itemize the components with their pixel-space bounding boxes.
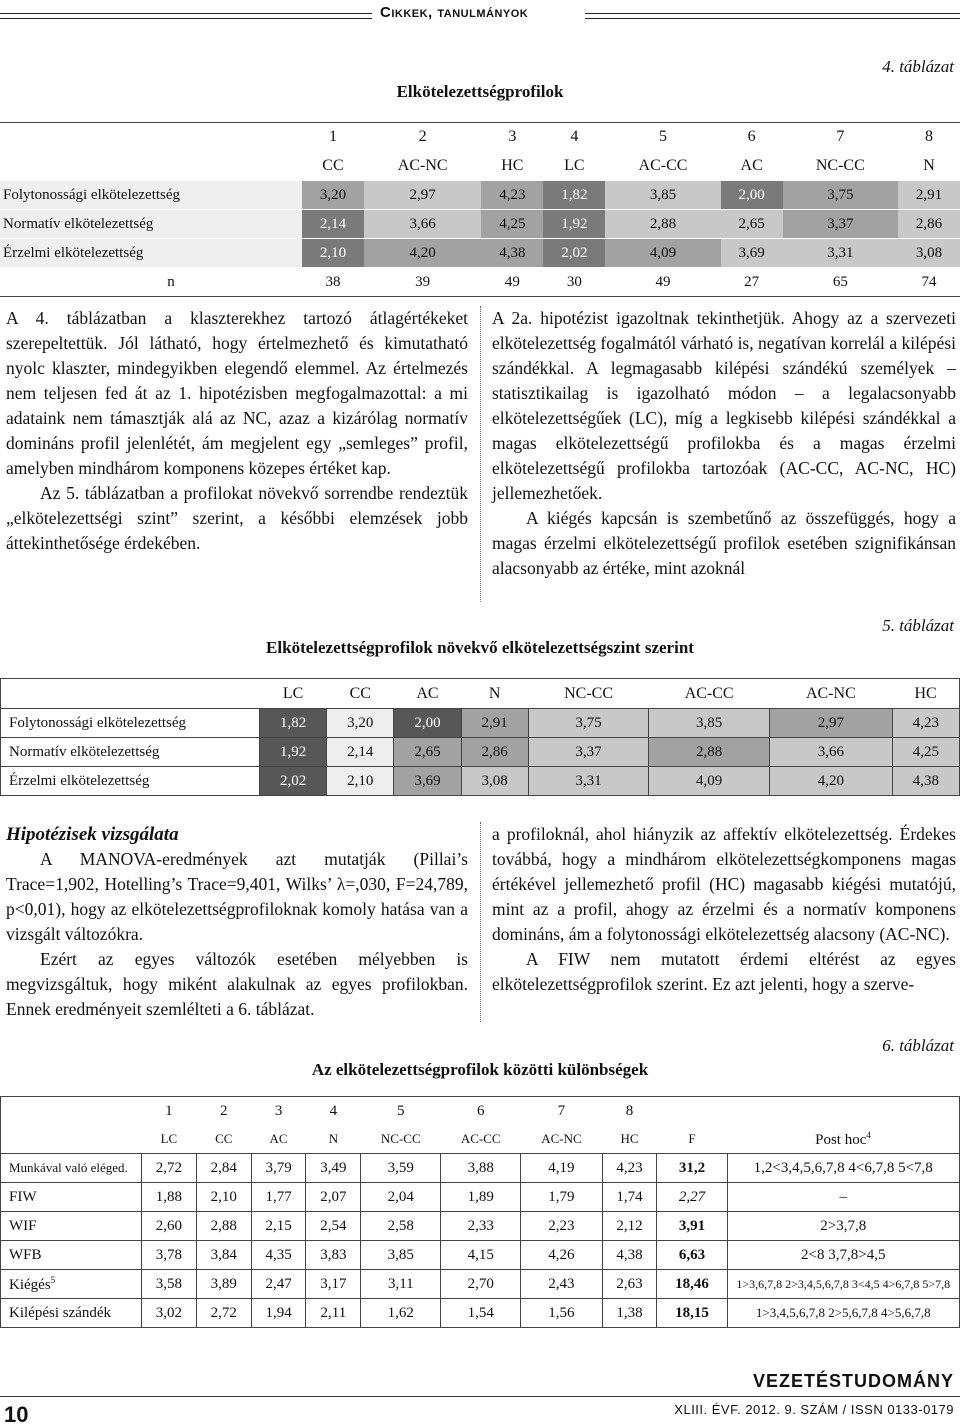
table4-cell: 2,65 xyxy=(721,210,783,239)
table4-n-cell: 65 xyxy=(783,268,898,297)
table5-cell: 3,69 xyxy=(394,767,461,796)
table4-cell: 2,88 xyxy=(605,210,720,239)
table4-n-cell: 38 xyxy=(302,268,364,297)
table5-cell: 3,66 xyxy=(769,738,892,767)
table6-row-label: FIW xyxy=(1,1183,142,1212)
table6-col-code: AC-NC xyxy=(521,1125,602,1154)
table6-cell: 3,17 xyxy=(306,1270,361,1299)
table6-cell: 4,38 xyxy=(602,1241,657,1270)
table4-cell: 3,37 xyxy=(783,210,898,239)
table5-cell: 4,09 xyxy=(649,767,770,796)
table6-cell: 3,02 xyxy=(142,1299,197,1328)
table4-col-number: 3 xyxy=(481,123,543,152)
table6-cell: 2,07 xyxy=(306,1183,361,1212)
column-separator xyxy=(480,822,481,1022)
table5-cell: 2,97 xyxy=(769,709,892,738)
table6-col-code: AC xyxy=(251,1125,306,1154)
table4-cell: 2,91 xyxy=(898,181,960,210)
table5-cell: 2,10 xyxy=(327,767,394,796)
table5 xyxy=(0,678,960,796)
table6-code-row xyxy=(1,1125,960,1154)
table6-row xyxy=(1,1270,960,1299)
table4-col-number: 6 xyxy=(721,123,783,152)
table4-n-cell: 30 xyxy=(543,268,605,297)
table6-cell: 4,26 xyxy=(521,1241,602,1270)
table6-posthoc: 1>3,6,7,8 2>3,4,5,6,7,8 3<4,5 4>6,7,8 5>7,8 xyxy=(727,1270,960,1299)
table6-f-value: 18,15 xyxy=(657,1299,727,1328)
running-head-rule-left xyxy=(0,13,372,19)
table4-col-number: 1 xyxy=(302,123,364,152)
table6-cell: 1,54 xyxy=(441,1299,521,1328)
table4-cell: 2,02 xyxy=(543,239,605,268)
table4-col-number: 2 xyxy=(364,123,481,152)
table6-posthoc: 2<8 3,7,8>4,5 xyxy=(727,1241,960,1270)
table6-row xyxy=(1,1212,960,1241)
table4-n-cell: 49 xyxy=(481,268,543,297)
column-separator xyxy=(480,306,481,602)
paragraph: A 4. táblázatban a klaszterekhez tartozó átlagértékeket szerepeltettük. Jól látható, hogy értelmezhető és kimutatható nyolc klaszter, mindegyikben elegendő elemmel. Az értelmezés nem teljesen fed át az 1. hipotézisben megfogalmazottal: a mi adataink nem támasztják alá az NC, azaz a kizárólag normatív domináns profil jelenlétét, ám megjelent egy „semleges” profil, amelyben mindhárom komponens közepes értéket kap. xyxy=(6,308,468,478)
table5-cell: 2,91 xyxy=(461,709,528,738)
table4-code-row xyxy=(0,152,960,181)
table5-row-label: Érzelmi elkötelezettség xyxy=(1,767,260,796)
table6-cell: 2,84 xyxy=(196,1154,251,1183)
table4-col-code: AC xyxy=(721,152,783,181)
table4-cell: 1,92 xyxy=(543,210,605,239)
table5-cell: 3,75 xyxy=(528,709,649,738)
table6-cell: 3,85 xyxy=(361,1241,441,1270)
table4-cell: 3,85 xyxy=(605,181,720,210)
table4-corner xyxy=(0,152,302,181)
table6-cell: 2,04 xyxy=(361,1183,441,1212)
table6-cell: 3,78 xyxy=(142,1241,197,1270)
table6-row xyxy=(1,1183,960,1212)
table6-corner xyxy=(1,1097,142,1126)
table4-col-code: NC-CC xyxy=(783,152,898,181)
table5-cell: 1,92 xyxy=(260,738,327,767)
table5-col-code: LC xyxy=(260,679,327,709)
table6-number-row xyxy=(1,1097,960,1126)
table5-cell: 2,65 xyxy=(394,738,461,767)
table5-cell: 3,37 xyxy=(528,738,649,767)
table4-cell: 4,20 xyxy=(364,239,481,268)
table6-cell: 1,74 xyxy=(602,1183,657,1212)
table5-title: Elkötelezettségprofilok növekvő elkötelezettségszint szerint xyxy=(266,638,694,657)
table6-cell: 3,58 xyxy=(142,1270,197,1299)
table4-cell: 4,23 xyxy=(481,181,543,210)
table4-cell: 2,86 xyxy=(898,210,960,239)
table6-cell: 1,79 xyxy=(521,1183,602,1212)
table6-posthoc: 1,2<3,4,5,6,7,8 4<6,7,8 5<7,8 xyxy=(727,1154,960,1183)
table5-cell: 1,82 xyxy=(260,709,327,738)
table4-row-label: Folytonossági elkötelezettség xyxy=(0,181,302,210)
running-head-rule-right xyxy=(585,13,960,19)
table5-row-label: Folytonossági elkötelezettség xyxy=(1,709,260,738)
table4-cell: 2,00 xyxy=(721,181,783,210)
paragraph: A kiégés kapcsán is szembetűnő az összefüggés, hogy a magas érzelmi elkötelezettségű profilok esetében szignifikánsan alacsonyabb az értéke, mint azoknál xyxy=(492,508,956,578)
table4-cell: 4,25 xyxy=(481,210,543,239)
table6-cell: 3,79 xyxy=(251,1154,306,1183)
table6-row-footnote: 5 xyxy=(50,1274,56,1285)
table5-header-row xyxy=(1,679,960,709)
paragraph: a profiloknál, ahol hiányzik az affektív elkötelezettség. Érdekes továbbá, hogy a mindhárom elkötelezettségkomponens magas értékével jellemezhető profil (HC) magasabb kiégési mutatójú, mint az a profil, ahogy az érzelmi és a normatív komponens domináns, ám a folytonossági elkötelezettség alacsony (AC-NC). xyxy=(492,824,956,944)
table6-cell: 4,35 xyxy=(251,1241,306,1270)
table4 xyxy=(0,122,960,297)
table5-cell: 3,20 xyxy=(327,709,394,738)
table6-cell: 4,23 xyxy=(602,1154,657,1183)
table5-row xyxy=(1,767,960,796)
table4-col-code: HC xyxy=(481,152,543,181)
table4-cell: 2,97 xyxy=(364,181,481,210)
table4-col-code: AC-NC xyxy=(364,152,481,181)
table6-posthoc-header-text: Post hoc xyxy=(815,1131,867,1148)
table4-col-code: AC-CC xyxy=(605,152,720,181)
table5-cell: 2,00 xyxy=(394,709,461,738)
table6-cell: 2,60 xyxy=(142,1212,197,1241)
table6-f-value: 31,2 xyxy=(657,1154,727,1183)
table6-cell: 2,10 xyxy=(196,1183,251,1212)
table6-cell: 1,89 xyxy=(441,1183,521,1212)
table5-cell: 3,85 xyxy=(649,709,770,738)
table6-row-label-cell xyxy=(1,1270,142,1299)
table4-n-cell: 49 xyxy=(605,268,720,297)
table4-col-number: 8 xyxy=(898,123,960,152)
table4-col-number: 7 xyxy=(783,123,898,152)
table6-cell: 1,38 xyxy=(602,1299,657,1328)
table6-cell: 2,88 xyxy=(196,1212,251,1241)
table6 xyxy=(0,1096,960,1328)
table5-row xyxy=(1,738,960,767)
table6-row-label: Kilépési szándék xyxy=(1,1299,142,1328)
table5-cell: 3,31 xyxy=(528,767,649,796)
table6-f-value: 3,91 xyxy=(657,1212,727,1241)
table6-cell: 4,19 xyxy=(521,1154,602,1183)
table6-cell: 3,88 xyxy=(441,1154,521,1183)
paragraph: Ezért az egyes változók esetében mélyebben is megvizsgáltuk, hogy miként alakulnak az egyes profilokban. Ennek eredményeit szemlélteti a 6. táblázat. xyxy=(6,949,468,1019)
section-heading: Hipotézisek vizsgálata xyxy=(6,824,179,845)
table6-col-number: 6 xyxy=(441,1097,521,1126)
table5-cell: 2,02 xyxy=(260,767,327,796)
table4-col-code: LC xyxy=(543,152,605,181)
table5-cell: 2,86 xyxy=(461,738,528,767)
table6-cell: 2,72 xyxy=(196,1299,251,1328)
table4-col-number: 5 xyxy=(605,123,720,152)
running-head xyxy=(0,4,960,24)
table4-cell: 3,69 xyxy=(721,239,783,268)
table4-cell: 4,09 xyxy=(605,239,720,268)
table6-cell: 3,84 xyxy=(196,1241,251,1270)
table6-cell: 2,47 xyxy=(251,1270,306,1299)
table5-col-code: AC xyxy=(394,679,461,709)
table6-row xyxy=(1,1299,960,1328)
table6-posthoc: 1>3,4,5,6,7,8 2>5,6,7,8 4>5,6,7,8 xyxy=(727,1299,960,1328)
text2-left-column xyxy=(6,822,468,1022)
table6-cell: 2,12 xyxy=(602,1212,657,1241)
table6-row-label: Kiégés xyxy=(9,1276,51,1293)
table6-col-number: 3 xyxy=(251,1097,306,1126)
table6-col-code: N xyxy=(306,1125,361,1154)
table6-title: Az elkötelezettségprofilok közötti különbségek xyxy=(311,1060,649,1079)
table4-cell: 3,08 xyxy=(898,239,960,268)
table4-row xyxy=(0,239,960,268)
table4-cell: 3,75 xyxy=(783,181,898,210)
table6-posthoc: 2>3,7,8 xyxy=(727,1212,960,1241)
table6-cell: 3,49 xyxy=(306,1154,361,1183)
text1-right-column xyxy=(492,306,956,581)
table6-col-code: NC-CC xyxy=(361,1125,441,1154)
table4-cell: 4,38 xyxy=(481,239,543,268)
table4-row xyxy=(0,210,960,239)
footer-rule xyxy=(0,1396,960,1397)
table4-number-row xyxy=(0,123,960,152)
table6-cell: 2,33 xyxy=(441,1212,521,1241)
table5-col-code: AC-CC xyxy=(649,679,770,709)
table6-col-code: HC xyxy=(602,1125,657,1154)
table4-label: 4. táblázat xyxy=(882,57,954,76)
table6-cell: 3,83 xyxy=(306,1241,361,1270)
table6-cell: 2,72 xyxy=(142,1154,197,1183)
table6-col-code: CC xyxy=(196,1125,251,1154)
table5-row-label: Normatív elkötelezettség xyxy=(1,738,260,767)
text1-left-column xyxy=(6,306,468,556)
table5-cell: 2,14 xyxy=(327,738,394,767)
table4-n-cell: 27 xyxy=(721,268,783,297)
table6-corner xyxy=(1,1125,142,1154)
table6-f-value: 2,27 xyxy=(657,1183,727,1212)
table6-spacer xyxy=(727,1097,960,1126)
paragraph: Az 5. táblázatban a profilokat növekvő sorrendbe rendeztük „elkötelezettségi szint” szerint, a későbbi elemzések jobb áttekinthetősége érdekében. xyxy=(6,483,468,553)
table6-row xyxy=(1,1241,960,1270)
table5-cell: 3,08 xyxy=(461,767,528,796)
table6-row-label: WIF xyxy=(1,1212,142,1241)
table5-cell: 4,23 xyxy=(892,709,959,738)
table6-cell: 1,94 xyxy=(251,1299,306,1328)
table6-cell: 2,70 xyxy=(441,1270,521,1299)
table6-cell: 2,11 xyxy=(306,1299,361,1328)
table6-label: 6. táblázat xyxy=(882,1036,954,1055)
table5-row xyxy=(1,709,960,738)
table6-cell: 1,56 xyxy=(521,1299,602,1328)
table6-cell: 1,88 xyxy=(142,1183,197,1212)
table4-cell: 3,66 xyxy=(364,210,481,239)
table6-cell: 2,15 xyxy=(251,1212,306,1241)
journal-name: VEZETÉSTUDOMÁNY xyxy=(752,1371,954,1391)
paragraph: A FIW nem mutatott érdemi eltérést az egyes elkötelezettségprofilok szerint. Ez azt jelenti, hogy a szerve- xyxy=(492,949,956,994)
table6-col-number: 1 xyxy=(142,1097,197,1126)
table4-row xyxy=(0,181,960,210)
table6-f-value: 6,63 xyxy=(657,1241,727,1270)
paragraph: A 2a. hipotézist igazoltnak tekinthetjük. Ahogy az a szervezeti elkötelezettség fogalmától várható is, negatívan korrelál a kilépési szándékkal. A legmagasabb kilépési szándékú személyek – statisztikailag is igazolható módon – a legalacsonyabb elkötelezettségűek (LC), míg a legkisebb kilépési szándékkal a magas elkötelezettségű profilokba és a magas érzelmi elkötelezettségű profilokba tartozóak (AC-CC, AC-NC, HC) jellemezhetőek. xyxy=(492,308,956,503)
table6-col-number: 7 xyxy=(521,1097,602,1126)
page-number: 10 xyxy=(4,1402,29,1427)
table6-col-code: LC xyxy=(142,1125,197,1154)
table4-title: Elkötelezettségprofilok xyxy=(396,82,564,101)
table6-col-code: AC-CC xyxy=(441,1125,521,1154)
text2-right-column xyxy=(492,822,956,997)
table4-cell: 2,10 xyxy=(302,239,364,268)
table5-cell: 4,25 xyxy=(892,738,959,767)
table4-corner xyxy=(0,123,302,152)
table4-col-number: 4 xyxy=(543,123,605,152)
table6-col-number: 8 xyxy=(602,1097,657,1126)
table4-n-row xyxy=(0,268,960,297)
table6-posthoc: – xyxy=(727,1183,960,1212)
table6-cell: 2,63 xyxy=(602,1270,657,1299)
table6-row-label: Munkával való eléged. xyxy=(1,1154,142,1183)
table6-f-value: 18,46 xyxy=(657,1270,727,1299)
table6-cell: 2,58 xyxy=(361,1212,441,1241)
paragraph: A MANOVA-eredmények azt mutatják (Pillai’s Trace=1,902, Hotelling’s Trace=9,401, Wilks’ λ=,030, F=24,789, p<0,01), hogy az elkötelezettségprofiloknak komoly hatása van a vizsgált változókra. xyxy=(6,849,468,944)
table4-cell: 3,31 xyxy=(783,239,898,268)
table4-n-cell: 39 xyxy=(364,268,481,297)
table6-cell: 2,43 xyxy=(521,1270,602,1299)
table6-col-number: 5 xyxy=(361,1097,441,1126)
table6-posthoc-footnote: 4 xyxy=(866,1129,871,1140)
table4-col-code: CC xyxy=(302,152,364,181)
table6-f-header: F xyxy=(657,1125,727,1154)
table6-cell: 3,11 xyxy=(361,1270,441,1299)
table4-cell: 3,20 xyxy=(302,181,364,210)
table6-spacer xyxy=(657,1097,727,1126)
table6-col-number: 2 xyxy=(196,1097,251,1126)
table5-col-code: AC-NC xyxy=(769,679,892,709)
table5-corner xyxy=(1,679,260,709)
table5-cell: 2,88 xyxy=(649,738,770,767)
table6-cell: 1,62 xyxy=(361,1299,441,1328)
table4-row-label: Normatív elkötelezettség xyxy=(0,210,302,239)
table5-cell: 4,38 xyxy=(892,767,959,796)
table5-col-code: HC xyxy=(892,679,959,709)
table4-cell: 1,82 xyxy=(543,181,605,210)
table4-n-label: n xyxy=(0,268,302,297)
table6-row xyxy=(1,1154,960,1183)
table5-col-code: N xyxy=(461,679,528,709)
table5-col-code: NC-CC xyxy=(528,679,649,709)
table4-n-cell: 74 xyxy=(898,268,960,297)
issue-info: XLIII. ÉVF. 2012. 9. SZÁM / ISSN 0133-0179 xyxy=(674,1402,954,1417)
table5-cell: 4,20 xyxy=(769,767,892,796)
table6-col-number: 4 xyxy=(306,1097,361,1126)
table6-cell: 1,77 xyxy=(251,1183,306,1212)
table4-row-label: Érzelmi elkötelezettség xyxy=(0,239,302,268)
table5-label: 5. táblázat xyxy=(882,616,954,635)
table4-cell: 2,14 xyxy=(302,210,364,239)
table6-cell: 3,59 xyxy=(361,1154,441,1183)
table6-cell: 2,23 xyxy=(521,1212,602,1241)
table5-col-code: CC xyxy=(327,679,394,709)
table6-cell: 2,54 xyxy=(306,1212,361,1241)
table6-cell: 3,89 xyxy=(196,1270,251,1299)
table6-row-label: WFB xyxy=(1,1241,142,1270)
table4-col-code: N xyxy=(898,152,960,181)
running-head-title: Cikkek, tanulmányok xyxy=(380,4,529,21)
table6-cell: 4,15 xyxy=(441,1241,521,1270)
table6-posthoc-header xyxy=(727,1125,960,1154)
